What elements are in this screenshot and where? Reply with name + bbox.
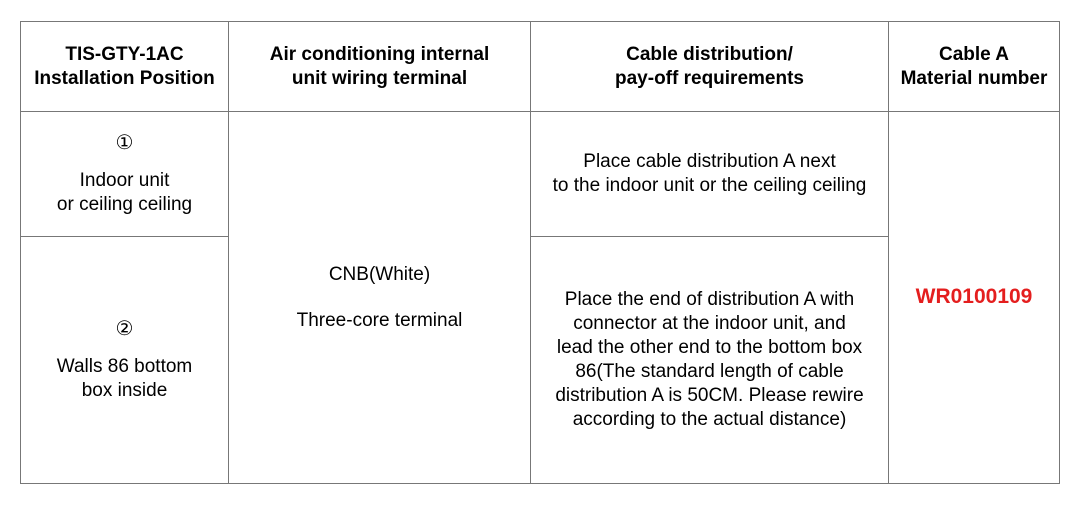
position-text-1: Indoor unit or ceiling ceiling bbox=[56, 170, 193, 215]
requirement-cell-1: Place cable distribution A next to the indoor unit or the ceiling ceiling bbox=[531, 112, 889, 237]
terminal-type: Three-core terminal bbox=[296, 309, 463, 331]
header-wiring-terminal: Air conditioning internal unit wiring terminal bbox=[229, 22, 531, 112]
requirement-cell-2: Place the end of distribution A with connector at the indoor unit, and lead the other end to the bottom box 86(The standard length of cable distribution A is 50CM. Please rewire according to the actual distance) bbox=[531, 237, 889, 484]
position-cell-2 bbox=[21, 237, 229, 484]
header-row bbox=[21, 22, 1060, 112]
circled-number-1: ① bbox=[115, 132, 134, 154]
position-cell-1 bbox=[21, 112, 229, 237]
table-row bbox=[21, 112, 1060, 237]
material-number: WR0100109 bbox=[915, 285, 1033, 308]
header-material-number: Cable A Material number bbox=[889, 22, 1060, 112]
terminal-name: CNB(White) bbox=[328, 263, 431, 285]
circled-number-2: ② bbox=[115, 318, 134, 340]
position-text-2: Walls 86 bottom box inside bbox=[56, 356, 193, 401]
terminal-cell bbox=[229, 112, 531, 484]
material-number-cell bbox=[889, 112, 1060, 484]
wiring-spec-table bbox=[20, 21, 1060, 484]
header-cable-requirements: Cable distribution/ pay-off requirements bbox=[531, 22, 889, 112]
header-installation-position: TIS-GTY-1AC Installation Position bbox=[21, 22, 229, 112]
